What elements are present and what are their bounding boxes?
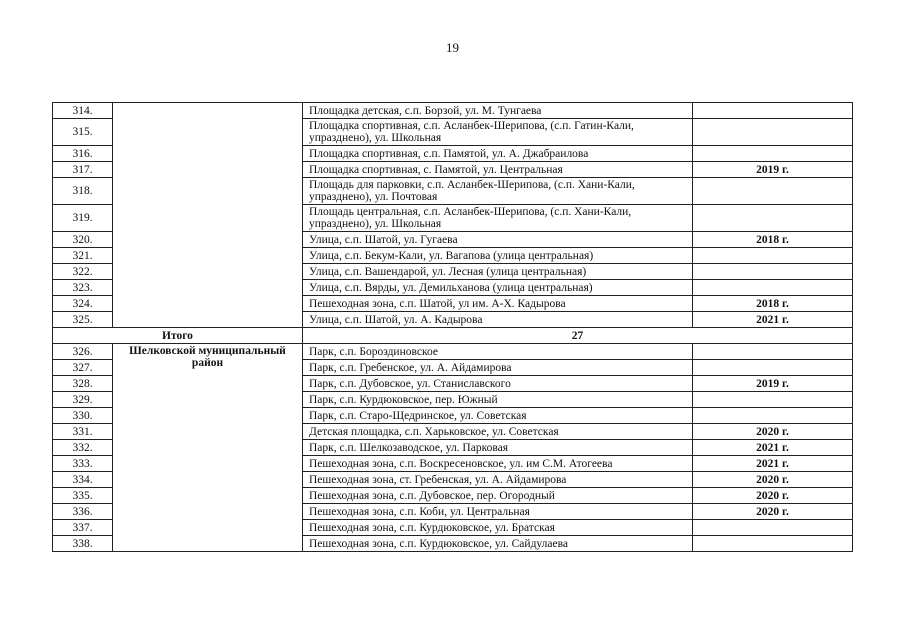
district-name: Шелковской муниципальный район [113,344,303,552]
row-number: 328. [53,376,113,392]
object-year: 2020 г. [693,424,853,440]
row-number: 319. [53,205,113,232]
object-year: 2021 г. [693,440,853,456]
object-name: Улица, с.п. Вашендарой, ул. Лесная (улица центральная) [303,264,693,280]
row-number: 315. [53,119,113,146]
total-row [53,328,853,344]
total-label: Итого [53,328,303,344]
object-year: 2018 г. [693,232,853,248]
row-number: 331. [53,424,113,440]
object-year [693,248,853,264]
object-year [693,392,853,408]
object-name: Детская площадка, с.п. Харьковское, ул. Советская [303,424,693,440]
row-number: 333. [53,456,113,472]
object-name: Парк, с.п. Бороздиновское [303,344,693,360]
row-number: 338. [53,536,113,552]
object-year [693,264,853,280]
total-value: 27 [303,328,853,344]
object-year: 2020 г. [693,488,853,504]
table-row [53,103,853,119]
object-year [693,280,853,296]
object-name: Пешеходная зона, с.п. Курдюковское, ул. Сайдулаева [303,536,693,552]
object-year [693,536,853,552]
row-number: 332. [53,440,113,456]
page-number: 19 [446,40,459,55]
row-number: 318. [53,178,113,205]
row-number: 323. [53,280,113,296]
row-number: 324. [53,296,113,312]
object-name: Пешеходная зона, с.п. Шатой, ул им. А-Х. Кадырова [303,296,693,312]
object-year: 2021 г. [693,456,853,472]
object-year [693,520,853,536]
object-name: Площадь центральная, с.п. Асланбек-Шерипова, (с.п. Хани-Кали, упразднено), ул. Школьная [303,205,693,232]
object-year [693,119,853,146]
object-year [693,360,853,376]
object-name: Пешеходная зона, с.п. Дубовское, пер. Огородный [303,488,693,504]
object-name: Улица, с.п. Вярды, ул. Демильханова (улица центральная) [303,280,693,296]
object-name: Улица, с.п. Шатой, ул. А. Кадырова [303,312,693,328]
object-year: 2018 г. [693,296,853,312]
row-number: 320. [53,232,113,248]
object-name: Пешеходная зона, с.п. Курдюковское, ул. Братская [303,520,693,536]
object-year [693,146,853,162]
row-number: 327. [53,360,113,376]
object-name: Парк, с.п. Курдюковское, пер. Южный [303,392,693,408]
object-year [693,103,853,119]
district-name [113,103,303,328]
object-name: Площадка спортивная, с.п. Памятой, ул. А. Джабраилова [303,146,693,162]
row-number: 317. [53,162,113,178]
row-number: 330. [53,408,113,424]
row-number: 316. [53,146,113,162]
objects-table [52,102,853,552]
row-number: 334. [53,472,113,488]
row-number: 314. [53,103,113,119]
object-name: Пешеходная зона, с.п. Коби, ул. Центральная [303,504,693,520]
object-name: Площадка детская, с.п. Борзой, ул. М. Тунгаева [303,103,693,119]
row-number: 326. [53,344,113,360]
object-year [693,344,853,360]
object-name: Пешеходная зона, с.п. Воскресеновское, ул. им С.М. Атогеева [303,456,693,472]
object-year: 2019 г. [693,376,853,392]
row-number: 322. [53,264,113,280]
object-year: 2020 г. [693,504,853,520]
object-name: Пешеходная зона, ст. Гребенская, ул. А. Айдамирова [303,472,693,488]
object-name: Парк, с.п. Гребенское, ул. А. Айдамирова [303,360,693,376]
object-name: Улица, с.п. Шатой, ул. Гугаева [303,232,693,248]
object-name: Парк, с.п. Шелкозаводское, ул. Парковая [303,440,693,456]
object-name: Площадка спортивная, с.п. Асланбек-Шерипова, (с.п. Гатин-Кали, упразднено), ул. Школьная [303,119,693,146]
table-row [53,344,853,360]
row-number: 321. [53,248,113,264]
object-name: Парк, с.п. Старо-Щедринское, ул. Советская [303,408,693,424]
row-number: 336. [53,504,113,520]
object-name: Площадь для парковки, с.п. Асланбек-Шерипова, (с.п. Хани-Кали, упразднено), ул. Почтовая [303,178,693,205]
row-number: 337. [53,520,113,536]
object-year: 2020 г. [693,472,853,488]
object-year [693,205,853,232]
object-name: Улица, с.п. Бекум-Кали, ул. Вагапова (улица центральная) [303,248,693,264]
row-number: 325. [53,312,113,328]
object-year [693,178,853,205]
object-year: 2021 г. [693,312,853,328]
row-number: 335. [53,488,113,504]
row-number: 329. [53,392,113,408]
object-name: Площадка спортивная, с. Памятой, ул. Центральная [303,162,693,178]
object-year: 2019 г. [693,162,853,178]
object-year [693,408,853,424]
object-name: Парк, с.п. Дубовское, ул. Станиславского [303,376,693,392]
